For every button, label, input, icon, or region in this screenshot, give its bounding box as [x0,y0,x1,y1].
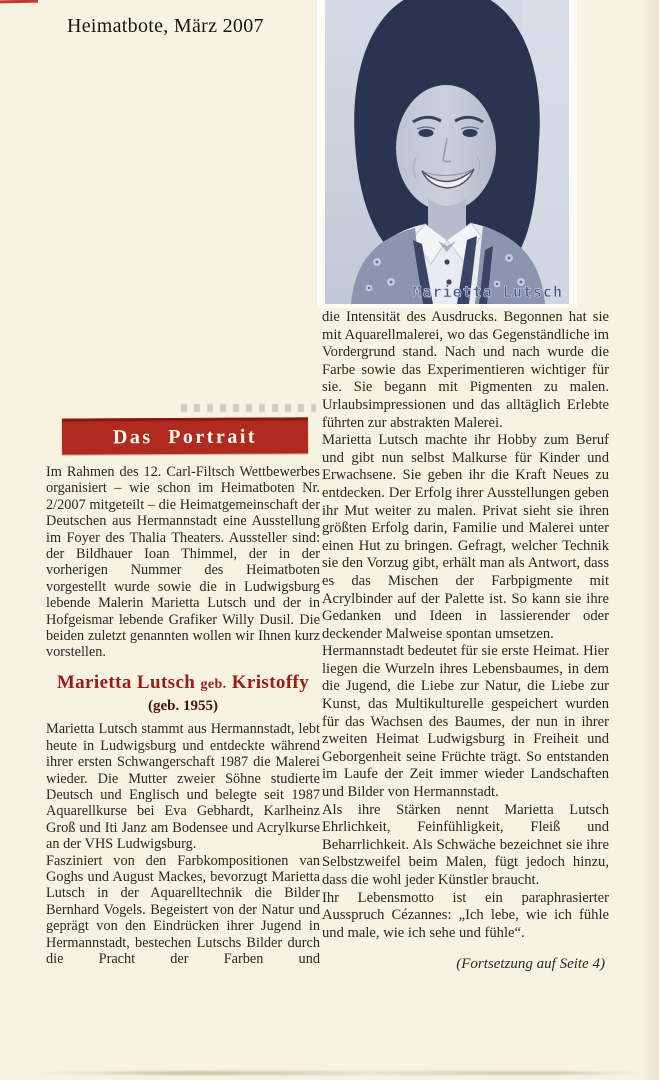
scan-artifact-bottom-shadow [30,1071,649,1075]
subject-name: Marietta Lutsch [56,671,196,693]
continuation-note: (Fortsetzung auf Seite 4) [456,956,605,973]
article-paragraph: Marietta Lutsch machte ihr Hobby zum Beruf und gibt nun selbst Malkurse für Kinder und Erwachsene. Sie geben ihr die Kraft Neues zu entdecken. Der Erfolg ihrer Ausstellungen geben ihr Mut weiter zu malen. Privat sieht sie ihren größten Erfolg darin, Familie und Malerei unter einen Hut zu bringen. Gefragt, welcher Technik sie den Vorzug gibt, erhält man als Antwort, dass es das Mischen der Farbpigmente mit Acrylbinder auf der Palette ist. So kann sie ihre Gedanken und Ideen in lassierender oder deckender Malweise spontan umsetzen. [322,432,609,642]
page-edge-shading [641,0,659,1080]
photo-caption: Marietta Lutsch [412,283,563,301]
masthead-title: Heimatbote, März 2007 [67,15,264,37]
portrait-photo-illustration [325,0,569,304]
bio-paragraph-1: Marietta Lutsch stammt aus Hermannstadt, lebt heute in Ludwigsburg und entdeckte während ihrer ersten Schwangerschaft 1987 die Malerei wieder. Die Mutter zweier Söhne studierte Deutsch und Englisch und belegte seit 1987 Aquarellkurse bei Eva Gebhardt, Karlheinz Groß und Iti Janz am Bodensee und Acrylkurse an der VHS Ludwigsburg. [46,721,320,853]
article-paragraph: Ihr Lebensmotto ist ein paraphrasierter Ausspruch Cézannes: „Ich lebe, wie ich fühle und male, wie ich sehe und fühle“. [322,889,609,941]
scan-artifact-red-mark [0,0,38,3]
article-paragraph: Hermannstadt bedeutet für sie erste Heimat. Hier liegen die Wurzeln ihres Lebensbaumes, in dem die Jugend, die Liebe zur Natur, die Liebe zur Kunst, das Multikulturelle gespeichert wurden für das Wachsen des Baumes, der nun in ihrer zweiten Heimat Ludwigsburg in Freiheit und Geborgenheit seine Früchte trägt. So entstanden im Laufe der Zeit immer wieder Landschaften und Bilder von Hermannstadt. [322,643,609,801]
subject-birth-year: (geb. 1955) [148,697,218,714]
ink-bleed-through-marks [181,404,316,412]
article-paragraph: die Intensität des Ausdrucks. Begonnen hat sie mit Aquarellmalerei, wo das Gegenständliche im Vordergrund stand. Nach und nach wurde die Farbe sowie das Experimentieren wichtiger für sie. Sie begann mit Pigmenten zu malen. Urlaubsimpressionen und das alltäglich Erlebte führten zur abstrakten Malerei. [322,309,609,431]
right-column [322,309,609,974]
section-banner-label: Das Portrait [112,425,258,449]
subject-heading [46,672,320,696]
subject-maiden-name: Kristoffy [231,671,310,693]
left-column [46,404,320,967]
portrait-photo [317,0,577,308]
bio-paragraph-2: Fasziniert von den Farbkompositionen van Goghs und August Mackes, bevorzugt Marietta Lutsch in der Aquarelltechnik die Bilder Bernhard Vogels. Begeistert von der Natur und geprägt von den Eindrücken ihrer Jugend in Hermannstadt, bestechen Lutschs Bilder durch die Pracht der Farben und [46,852,320,967]
article-paragraph: Als ihre Stärken nennt Marietta Lutsch Ehrlichkeit, Feinfühligkeit, Fleiß und Beharrlichkeit. Als Schwäche bezeichnet sie ihre Selbstzweifel beim Malen, fügt jedoch hinzu, dass die wohl jeder Künstler braucht. [322,801,609,888]
subject-geb-label: geb. [200,676,227,692]
section-banner [62,417,308,454]
intro-paragraph: Im Rahmen des 12. Carl-Filtsch Wettbewerbes organisiert – wie schon im Heimatboten Nr. 2/2007 mitgeteilt – die Heimatgemeinschaft der Deutschen aus Hermannstadt eine Ausstellung im Foyer des Thalia Theaters. Aussteller sind: der Bildhauer Ioan Thimmel, der in der vorherigen Nummer des Heimatboten vorgestellt wurde sowie die in Ludwigsburg lebende Malerin Marietta Lutsch und der in Hofgeismar lebende Grafiker Willy Dusil. Die beiden zuletzt genannten wollen wir Ihnen kurz vorstellen. [46,464,320,661]
face [396,85,496,211]
